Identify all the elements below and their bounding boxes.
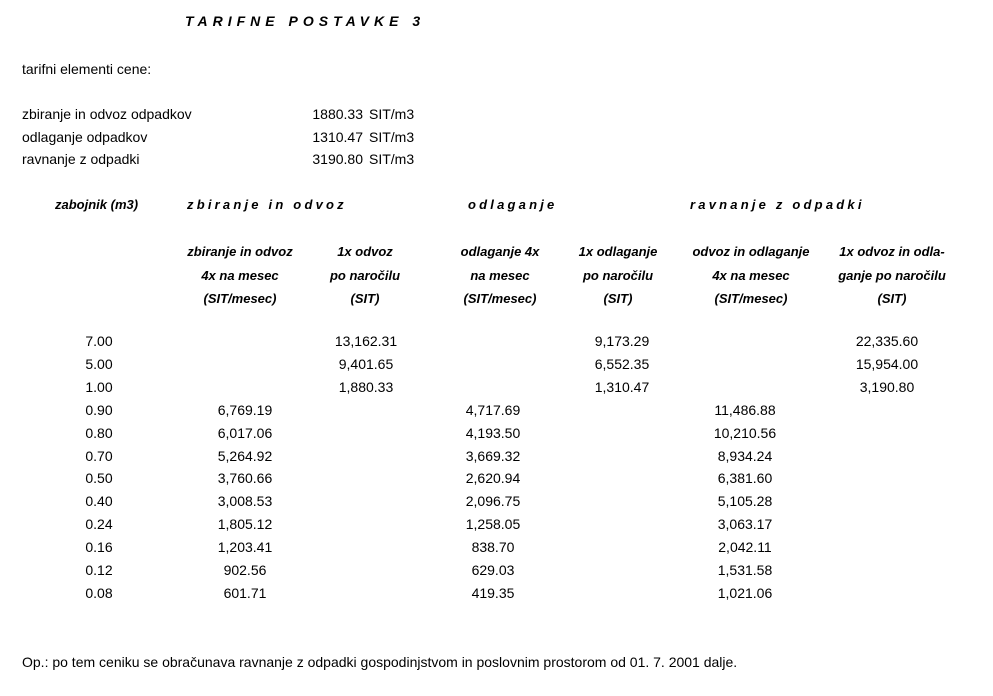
- column-header-line: odvoz in odlaganje: [692, 244, 810, 259]
- price-cell: 22,335.60: [855, 333, 919, 349]
- group-header: odlaganje: [468, 197, 558, 212]
- price-cell: 3,190.80: [859, 378, 915, 395]
- footnote: Op.: po tem ceniku se obračunava ravnanje z odpadki gospodinjstvom in poslovnim prostorom od 01. 7. 2001 dalje.: [22, 654, 738, 670]
- column-header-line: zbiranje in odvoz: [187, 244, 293, 259]
- container-size: 0.08: [85, 584, 113, 601]
- price-cell: 10,210.56: [713, 424, 777, 441]
- container-size: 0.12: [85, 562, 113, 578]
- price-cell: 4,193.50: [465, 424, 521, 441]
- element-value: 1880.33: [312, 106, 363, 122]
- container-size: 0.70: [85, 447, 113, 464]
- column-header-line: na mesec: [470, 267, 530, 283]
- page-title: TARIFNE POSTAVKE 3: [185, 13, 426, 29]
- element-value: 1310.47: [312, 129, 363, 145]
- column-header-line: 4x na mesec: [201, 267, 279, 283]
- column-header-line: 1x odlaganje: [578, 244, 658, 259]
- container-size: 0.16: [85, 539, 113, 556]
- container-size: 0.50: [85, 470, 113, 487]
- column-header-line: (SIT/mesec): [203, 291, 277, 306]
- column-header-line: (SIT/mesec): [463, 291, 537, 306]
- group-header: ravnanje z odpadki: [690, 197, 865, 212]
- price-cell: 601.71: [223, 584, 267, 601]
- price-cell: 2,042.11: [718, 539, 772, 556]
- column-header-line: (SIT/mesec): [714, 291, 788, 306]
- column-header: [568, 240, 668, 311]
- price-cell: 902.56: [223, 562, 267, 578]
- price-cell: 8,934.24: [717, 447, 773, 464]
- column-header-line: po naročilu: [329, 267, 401, 283]
- price-cell: 1,805.12: [217, 516, 273, 533]
- price-cell: 6,552.35: [594, 355, 650, 372]
- price-cell: 9,173.29: [594, 333, 650, 349]
- container-column-header: zabojnik (m3): [55, 197, 139, 212]
- price-cell: 1,310.47: [594, 378, 650, 395]
- element-value: 3190.80: [312, 151, 363, 167]
- price-cell: 5,105.28: [717, 493, 773, 510]
- price-cell: 6,769.19: [217, 401, 273, 418]
- price-cell: 2,620.94: [465, 470, 521, 487]
- price-cell: 1,880.33: [338, 378, 394, 395]
- price-cell: 2,096.75: [465, 493, 521, 510]
- column-header: [676, 240, 826, 311]
- price-cell: 629.03: [471, 562, 515, 578]
- container-size: 0.80: [85, 424, 113, 441]
- column-header-line: 1x odvoz: [337, 244, 393, 259]
- price-cell: 11,486.88: [714, 401, 776, 418]
- price-cell: 1,258.05: [465, 516, 521, 533]
- price-cell: 15,954.00: [855, 355, 919, 372]
- column-header: [822, 240, 962, 311]
- column-header-line: odlaganje 4x: [460, 244, 540, 259]
- price-cell: 838.70: [471, 539, 515, 556]
- column-header-line: (SIT): [350, 291, 380, 306]
- price-cell: 1,021.06: [717, 584, 773, 601]
- price-cell: 4,717.69: [465, 401, 521, 418]
- price-cell: 9,401.65: [338, 355, 394, 372]
- price-cell: 6,381.60: [717, 470, 773, 487]
- column-header-line: po naročilu: [582, 267, 654, 283]
- column-header-line: ganje po naročilu: [838, 267, 946, 283]
- price-cell: 3,760.66: [217, 470, 273, 487]
- price-cell: 3,669.32: [465, 447, 521, 464]
- price-cell: 419.35: [471, 584, 515, 601]
- price-cell: 3,063.17: [717, 516, 773, 533]
- price-cell: 13,162.31: [334, 333, 398, 349]
- container-size: 7.00: [85, 333, 113, 349]
- column-header-line: 4x na mesec: [712, 267, 790, 283]
- element-unit: SIT/m3: [369, 106, 415, 122]
- column-header: [440, 240, 560, 311]
- element-unit: SIT/m3: [369, 129, 415, 145]
- price-cell: 3,008.53: [217, 493, 273, 510]
- container-size: 0.90: [85, 401, 113, 418]
- group-header: zbiranje in odvoz: [187, 197, 347, 212]
- intro-label: tarifni elementi cene:: [22, 61, 152, 77]
- element-unit: SIT/m3: [369, 151, 415, 167]
- price-cell: 1,203.41: [217, 539, 273, 556]
- element-name: ravnanje z odpadki: [22, 151, 140, 167]
- container-size: 0.24: [85, 516, 113, 533]
- element-name: zbiranje in odvoz odpadkov: [22, 106, 192, 122]
- column-header: [170, 240, 310, 311]
- container-size: 1.00: [85, 378, 113, 395]
- column-header: [315, 240, 415, 311]
- column-header-line: (SIT): [877, 291, 907, 306]
- column-header-line: (SIT): [603, 291, 633, 306]
- container-size: 5.00: [85, 355, 113, 372]
- element-name: odlaganje odpadkov: [22, 129, 148, 145]
- price-cell: 5,264.92: [217, 447, 273, 464]
- column-header-line: 1x odvoz in odla-: [839, 244, 945, 259]
- container-size: 0.40: [85, 493, 113, 510]
- price-cell: 1,531.58: [717, 562, 773, 578]
- price-cell: 6,017.06: [217, 424, 273, 441]
